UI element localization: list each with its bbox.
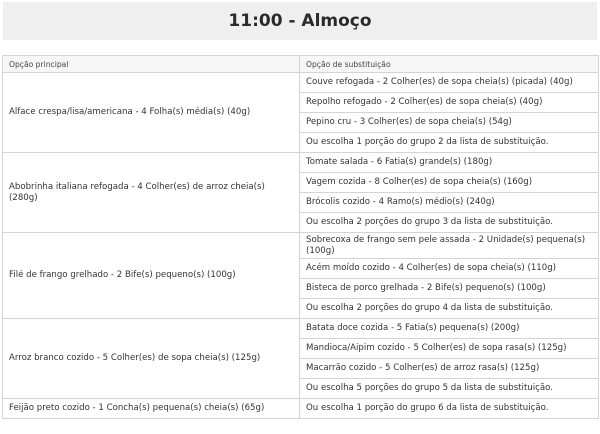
substitution-cell: Pepino cru - 3 Colher(es) de sopa cheia(s) (54g) (300, 113, 599, 133)
substitution-cell: Ou escolha 2 porções do grupo 4 da lista de substituição. (300, 299, 599, 319)
main-option-cell: Alface crespa/lisa/americana - 4 Folha(s) média(s) (40g) (3, 73, 300, 153)
substitution-cell: Bisteca de porco grelhada - 2 Bife(s) pequeno(s) (100g) (300, 279, 599, 299)
substitution-cell: Vagem cozida - 8 Colher(es) de sopa cheia(s) (160g) (300, 173, 599, 193)
substitution-cell: Macarrão cozido - 5 Colher(es) de arroz rasa(s) (125g) (300, 359, 599, 379)
header-substitution-option: Opção de substituição (300, 56, 599, 73)
header-main-option: Opção principal (3, 56, 300, 73)
main-option-cell: Arroz branco cozido - 5 Colher(es) de sopa cheia(s) (125g) (3, 319, 300, 399)
table-row (3, 319, 599, 339)
substitution-cell: Tomate salada - 6 Fatia(s) grande(s) (180g) (300, 153, 599, 173)
substitution-cell: Mandioca/Aipim cozido - 5 Colher(es) de sopa rasa(s) (125g) (300, 339, 599, 359)
substitution-cell: Batata doce cozida - 5 Fatia(s) pequena(s) (200g) (300, 319, 599, 339)
title-bar (3, 2, 597, 40)
table-row (3, 399, 599, 419)
substitution-cell: Ou escolha 5 porções do grupo 5 da lista de substituição. (300, 379, 599, 399)
substitution-table (2, 55, 599, 419)
substitution-cell: Brócolis cozido - 4 Ramo(s) médio(s) (240g) (300, 193, 599, 213)
substitution-cell: Repolho refogado - 2 Colher(es) de sopa cheia(s) (40g) (300, 93, 599, 113)
substitution-cell: Sobrecoxa de frango sem pele assada - 2 Unidade(s) pequena(s) (100g) (300, 233, 599, 259)
main-option-cell: Abobrinha italiana refogada - 4 Colher(es) de arroz cheia(s) (280g) (3, 153, 300, 233)
table-row (3, 233, 599, 259)
table-row (3, 153, 599, 173)
table-header-row (3, 56, 599, 73)
substitution-cell: Ou escolha 1 porção do grupo 2 da lista de substituição. (300, 133, 599, 153)
substitution-cell: Acém moído cozido - 4 Colher(es) de sopa cheia(s) (110g) (300, 259, 599, 279)
substitution-cell: Ou escolha 1 porção do grupo 6 da lista de substituição. (300, 399, 599, 419)
substitution-cell: Ou escolha 2 porções do grupo 3 da lista de substituição. (300, 213, 599, 233)
substitution-cell: Couve refogada - 2 Colher(es) de sopa cheia(s) (picada) (40g) (300, 73, 599, 93)
table-row (3, 73, 599, 93)
page-title: 11:00 - Almoço (228, 11, 372, 31)
main-option-cell: Filé de frango grelhado - 2 Bife(s) pequeno(s) (100g) (3, 233, 300, 319)
main-option-cell: Feijão preto cozido - 1 Concha(s) pequena(s) cheia(s) (65g) (3, 399, 300, 419)
